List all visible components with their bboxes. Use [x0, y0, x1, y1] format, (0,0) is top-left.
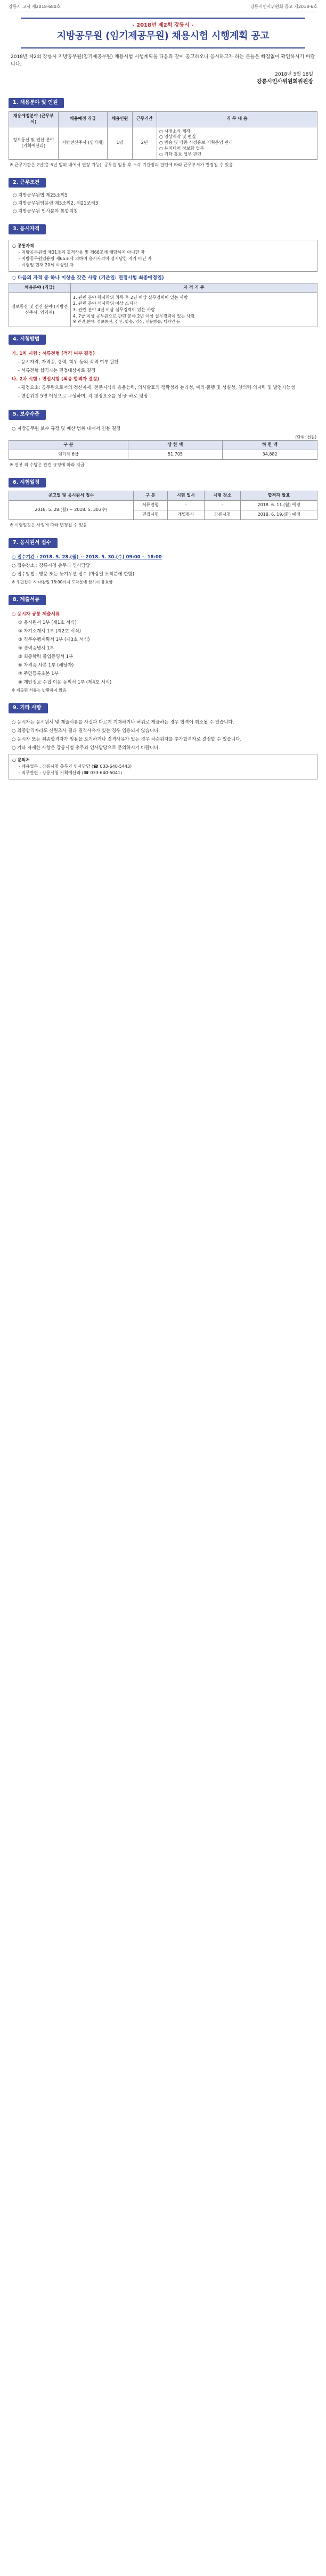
documents-common: ○ 응시자 공통 제출서류	[12, 611, 60, 617]
section-heading-7: 7. 응시원서 접수	[9, 538, 58, 548]
notice-number-left: 강릉시 고시 제2018-680호	[9, 4, 61, 9]
criteria-item: 2. 관련 분야 석사학위 이상 소지자	[72, 301, 137, 306]
col-header-duties: 직 무 내 용	[157, 111, 317, 127]
cell-kind: 면접시험	[133, 510, 167, 519]
col-header-period: 공고일 및 응시원서 접수	[9, 491, 134, 501]
application-period: ○ 접수기간 : 2018. 5. 28.(월) ~ 2018. 5. 30.(수) 09:00 ~ 18:00	[12, 554, 162, 560]
title-subtitle: - 2018년 제2회 강릉시 -	[132, 22, 194, 28]
table-row	[9, 450, 317, 459]
list-item: ② 자기소개서 1부 (제2호 서식)	[18, 628, 81, 634]
cell-type: 임기제 6급	[9, 450, 128, 459]
cell-grade: 지방전산주사 (임기제)	[58, 127, 108, 159]
cell-duties	[157, 127, 317, 159]
exam-step-2: 나. 2차 시험 : 면접시험 (최종 합격자 결정)	[12, 376, 100, 382]
exam-block	[12, 350, 314, 400]
cell-dept: 정보통신 및 전산 분야 (기획예산과)	[9, 127, 59, 159]
list-item: ○ 응시자는 응시원서 및 제출서류를 사실과 다르게 기재하거나 허위로 제출하는 경우 합격이 취소될 수 있습니다.	[12, 720, 234, 726]
common-qualification-title: ○ 공통자격	[12, 243, 34, 248]
list-item: ④ 경력증명서 1부	[18, 645, 54, 651]
list-item: ⑧ 개인정보 수집·이용 동의서 1부 (제4호 서식)	[18, 679, 112, 685]
recruitment-table	[9, 111, 317, 160]
cell-exam-date: 개별통지	[168, 510, 205, 519]
section-heading-6: 6. 시험일정	[9, 478, 46, 488]
list-item: - 응시자격, 자격증, 경력, 학위 등의 적격 여부 판단	[18, 359, 119, 365]
common-qualification-box	[9, 240, 317, 272]
section-heading-4: 4. 시험방법	[9, 335, 46, 345]
duty-item: ○ 영상제작 및 편집	[159, 134, 196, 140]
schedule-table	[9, 491, 317, 519]
table-row	[9, 501, 317, 510]
contact-item: - 직무관련 : 강릉시청 기획예산과 (☎ 033-640-5041)	[19, 770, 123, 776]
col-header-criteria: 자 격 기 준	[70, 283, 317, 293]
contact-box	[9, 754, 317, 779]
cell-announce: 2018. 6. 19.(화) 예정	[241, 510, 317, 519]
col-header-count: 채용인원	[108, 111, 132, 127]
col-header-kind: 구 분	[133, 491, 167, 501]
qualification-table	[9, 283, 317, 327]
section-heading-8: 8. 제출서류	[9, 595, 46, 605]
contact-item: - 채용업무 : 강릉시청 총무과 인사담당 (☎ 033-640-5443)	[19, 764, 132, 769]
col-header-period: 근무기간	[132, 111, 157, 127]
list-item: ① 응시원서 1부 (제1호 서식)	[18, 620, 77, 625]
section-heading-1: 1. 채용분야 및 인원	[9, 98, 64, 108]
conditions-list	[13, 192, 317, 215]
list-item: - 면접위원 5명 이상으로 구성하며, 각 평정요소를 상·중·하로 평정	[18, 393, 148, 399]
duty-item: ○ 방송 및 각종 시정홍보 기획운영 관리	[159, 140, 233, 145]
list-item: - 지방공무원임용령 제65조에 의하여 응시자격이 정지당한 자가 아닌 자	[19, 256, 152, 261]
col-header-announce: 합격자 발표	[241, 491, 317, 501]
notice-date: 2018년 5월 18일	[275, 72, 313, 78]
cell-exam-date: -	[168, 501, 205, 510]
list-item: - 서류전형 합격자는 면접대상자로 결정	[18, 368, 96, 373]
salary-table	[9, 440, 317, 460]
col-header-upper: 상 한 액	[128, 440, 223, 450]
list-item: ○ 기타 자세한 사항은 강릉시청 총무과 인사담당으로 문의하시기 바랍니다.	[12, 745, 160, 751]
documents-note: ※ 제출된 서류는 반환하지 않음	[12, 687, 67, 693]
table-row	[9, 292, 317, 327]
cell-announce: 2018. 6. 11.(월) 예정	[241, 501, 317, 510]
contact-label: ○ 문의처	[12, 758, 30, 763]
issuing-org: 강릉시인사위원회위원장	[256, 78, 313, 85]
list-item: ⑤ 최종학력 졸업증명서 1부	[18, 654, 74, 660]
cell-period: 2018. 5. 28.(월) ~ 2018. 5. 30.(수)	[9, 501, 134, 520]
col-header-exam-date: 시험 일시	[168, 491, 205, 501]
list-item: ○ 지방공무원법 제25조의5	[13, 193, 68, 199]
exam-step-1: 가. 1차 시험 : 서류전형 (적격 여부 결정)	[12, 351, 95, 356]
section-heading-2: 2. 근무조건	[9, 178, 46, 188]
list-item: ③ 직무수행계획서 1부 (제3호 서식)	[18, 637, 90, 643]
criteria-item: 1. 관련 분야 학사학위 취득 후 2년 이상 실무경력이 있는 사람	[72, 295, 188, 300]
col-header-grade: 채용예정 직급	[58, 111, 108, 127]
col-header-type: 구 분	[9, 440, 128, 450]
list-item: - 시험일 현재 20세 이상인 자	[19, 262, 74, 267]
application-note: ※ 우편접수 시 마감일 18:00까지 도착분에 한하여 유효함	[12, 579, 113, 584]
schedule-note: ※ 시험일정은 사정에 따라 변경될 수 있음	[10, 522, 87, 527]
col-header-lower: 하 한 액	[223, 440, 317, 450]
application-method: ○ 접수방법 : 방문 또는 등기우편 접수 (마감일 도착분에 한함)	[12, 571, 135, 577]
criteria-note: ※ 관련 분야: 정보통신, 전산, 방송, 영상, 신문방송, 디자인 등	[72, 319, 181, 324]
application-block	[12, 554, 314, 586]
section-heading-3: 3. 응시자격	[9, 224, 46, 234]
documents-block	[12, 611, 314, 694]
cell-period: 2년	[132, 127, 157, 159]
duty-item: ○ 기타 홍보 업무 관련	[159, 151, 201, 157]
criteria-item: 3. 관련 분야 4년 이상 실무경력이 있는 사람	[72, 307, 155, 313]
cell-exam-place: 강릉시청	[204, 510, 241, 519]
list-item: ⑥ 자격증 사본 1부 (해당자)	[18, 662, 74, 668]
document-page	[0, 0, 326, 792]
duty-item: ○ 시정소식 제작	[159, 128, 191, 134]
intro-paragraph: 2018년 제2회 강릉시 지방공무원(임기제공무원) 채용시험 시행계획을 다음과 같이 공고하오니 응시하고자 하는 분들은 빠짐없이 확인하시기 바랍니다.	[11, 54, 315, 67]
table-row	[9, 127, 317, 159]
duty-item: ○ 뉴미디어 정보화 업무	[159, 145, 205, 151]
cell-upper: 51,705	[128, 450, 223, 459]
qualification-caption: ○ 다음의 자격 중 하나 이상을 갖춘 사람 (기준일: 면접시험 최종예정일)	[12, 275, 164, 281]
cell-kind: 서류전형	[133, 501, 167, 510]
title-box	[21, 18, 305, 48]
application-place: ○ 접수장소 : 강릉시청 총무과 인사담당	[12, 563, 90, 568]
list-item: ○ 응시자 또는 최종합격자가 임용을 포기하거나 결격사유가 있는 경우 차순위자를 추가합격자로 결정할 수 있습니다.	[12, 737, 242, 743]
section-heading-5: 5. 보수수준	[9, 410, 46, 420]
list-item: - 지방공무원법 제31조의 결격사유 및 제66조에 해당하지 아니한 자	[19, 249, 145, 255]
list-item: ⑦ 주민등록초본 1부	[18, 671, 59, 677]
page-title: 지방공무원 (임기제공무원) 채용시험 시행계획 공고	[56, 30, 270, 42]
col-header-dept: 채용예정분야 (근무부서)	[9, 111, 59, 127]
table-note: ※ 근무기간은 2년(총 5년 범위 내에서 연장 가능), 공무원 임용 후 소속 기관장의 판단에 따라 근무부서가 변경될 수 있음	[10, 162, 233, 167]
col-header-field: 채용분야 (직급)	[9, 283, 71, 293]
salary-note: ※ 연봉 외 수당은 관련 규정에 따라 지급	[10, 462, 85, 467]
col-header-exam-place: 시험 장소	[204, 491, 241, 501]
cell-count: 1명	[108, 127, 132, 159]
section-heading-9: 9. 기타 사항	[9, 703, 48, 713]
etc-block	[12, 719, 314, 752]
notice-number-right: 강릉시인사위원회 공고 제2018-6호	[250, 4, 317, 9]
header-bar	[9, 4, 317, 12]
list-item: - 평정요소: 공무원으로서의 정신자세, 전문지식과 응용능력, 의사발표의 정확성과 논리성, 예의·품행 및 성실성, 창의력·의지력 및 발전가능성	[18, 385, 295, 391]
salary-intro: ○ 지방공무원 보수 규정 및 예산 범위 내에서 연봉 결정	[12, 426, 121, 432]
list-item: ○ 지방공무원 인사분야 통합지침	[13, 208, 78, 214]
cell-lower: 34,882	[223, 450, 317, 459]
list-item: ○ 지방공무원임용령 제3조의2, 제21조의3	[13, 200, 99, 206]
salary-unit: (단위: 천원)	[295, 434, 316, 440]
cell-criteria	[70, 292, 317, 327]
cell-field: 정보통신 및 전산 분야 (지방전산주사, 임기제)	[9, 292, 71, 327]
criteria-item: 4. 7급 이상 공무원으로 관련 분야 2년 이상 실무경력이 있는 사람	[72, 313, 195, 319]
list-item: ○ 최종합격자라도 신원조사 결과 결격사유가 있는 경우 임용되지 않습니다.	[12, 728, 160, 734]
cell-exam-place: -	[204, 501, 241, 510]
